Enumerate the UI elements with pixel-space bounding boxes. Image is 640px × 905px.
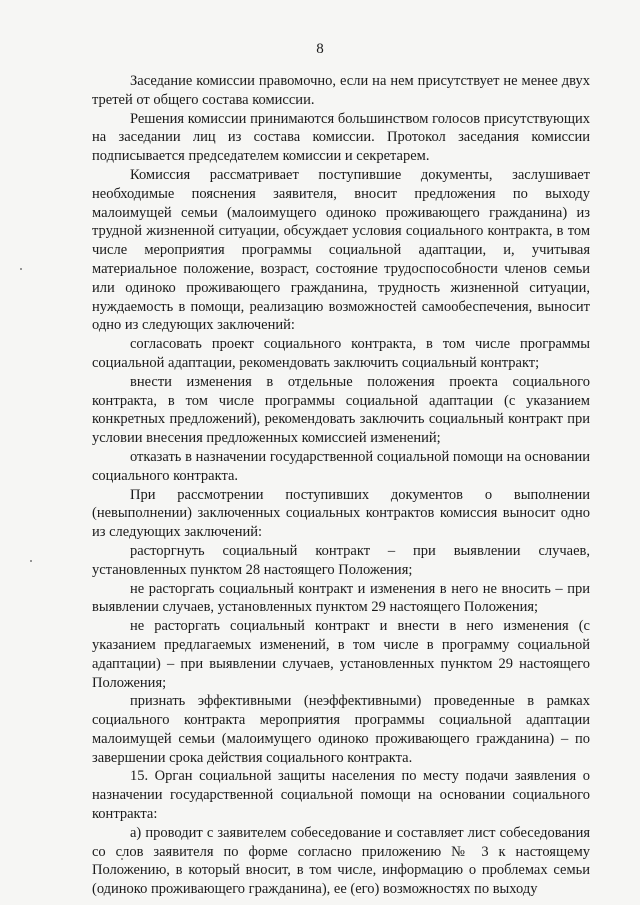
paragraph: Комиссия рассматривает поступившие документы, заслушивает необходимые пояснения заявителя, вносит предложения по выходу малоимущей семьи (малоимущего одиноко проживающего гражданина) из трудной жизненной ситуации, обсуждает условия социального контракта, в том числе мероприятия программы социальной адаптации, и, учитывая материальное положение, возраст, состояние трудоспособности членов семьи или одиноко проживающего гражданина, трудность жизненной ситуации, нуждаемость в помощи, реализацию возможностей самообеспечения, выносит одно из следующих заключений: bbox=[92, 166, 590, 334]
paragraph: расторгнуть социальный контракт – при выявлении случаев, установленных пунктом 28 настоящего Положения; bbox=[92, 542, 590, 578]
paragraph: 15. Орган социальной защиты населения по месту подачи заявления о назначении государственной социальной помощи на основании социального контракта: bbox=[92, 768, 590, 823]
paragraph: а) проводит с заявителем собеседование и составляет лист собеседования со слов заявителя по форме согласно приложению № 3 к настоящему Положению, в который вносит, в том числе, информацию о проблемах семьи (одиноко проживающего гражданина), ее (его) возможностях по выходу bbox=[92, 824, 590, 898]
paragraph: согласовать проект социального контракта, в том числе программы социальной адаптации, рекомендовать заключить социальный контракт; bbox=[92, 336, 590, 371]
paragraph: отказать в назначении государственной социальной помощи на основании социального контракта. bbox=[92, 448, 590, 484]
scan-speck bbox=[30, 560, 32, 562]
scan-speck bbox=[20, 268, 22, 270]
document-body bbox=[92, 72, 590, 899]
paragraph: не расторгать социальный контракт и внести в него изменения (с указанием предлагаемых изменений, в том числе в программу социальной адаптации) – при выявлении случаев, установленных пунктом 29 настоящего Положения; bbox=[92, 618, 590, 691]
paragraph: Решения комиссии принимаются большинством голосов присутствующих на заседании лиц из состава комиссии. Протокол заседания комиссии подписывается председателем комиссии и секретарем. bbox=[92, 110, 590, 165]
paragraph: При рассмотрении поступивших документов о выполнении (невыполнении) заключенных социальных контрактов комиссия выносит одно из следующих заключений: bbox=[92, 486, 590, 541]
paragraph: внести изменения в отдельные положения проекта социального контракта, в том числе программы социальной адаптации (с указанием конкретных предложений), рекомендовать заключить социальный контракт при условии внесения предложенных комиссией изменений; bbox=[92, 373, 590, 447]
paragraph: Заседание комиссии правомочно, если на нем присутствует не менее двух третей от общего состава комиссии. bbox=[92, 73, 590, 108]
paragraph: не расторгать социальный контракт и изменения в него не вносить – при выявлении случаев, установленных пунктом 29 настоящего Положения; bbox=[92, 580, 590, 616]
paragraph: признать эффективными (неэффективными) проведенные в рамках социального контракта мероприятия программы социальной адаптации малоимущей семьи (малоимущего одиноко проживающего гражданина) – по завершении срока действия социального контракта. bbox=[92, 693, 590, 766]
page-number: 8 bbox=[316, 41, 324, 57]
